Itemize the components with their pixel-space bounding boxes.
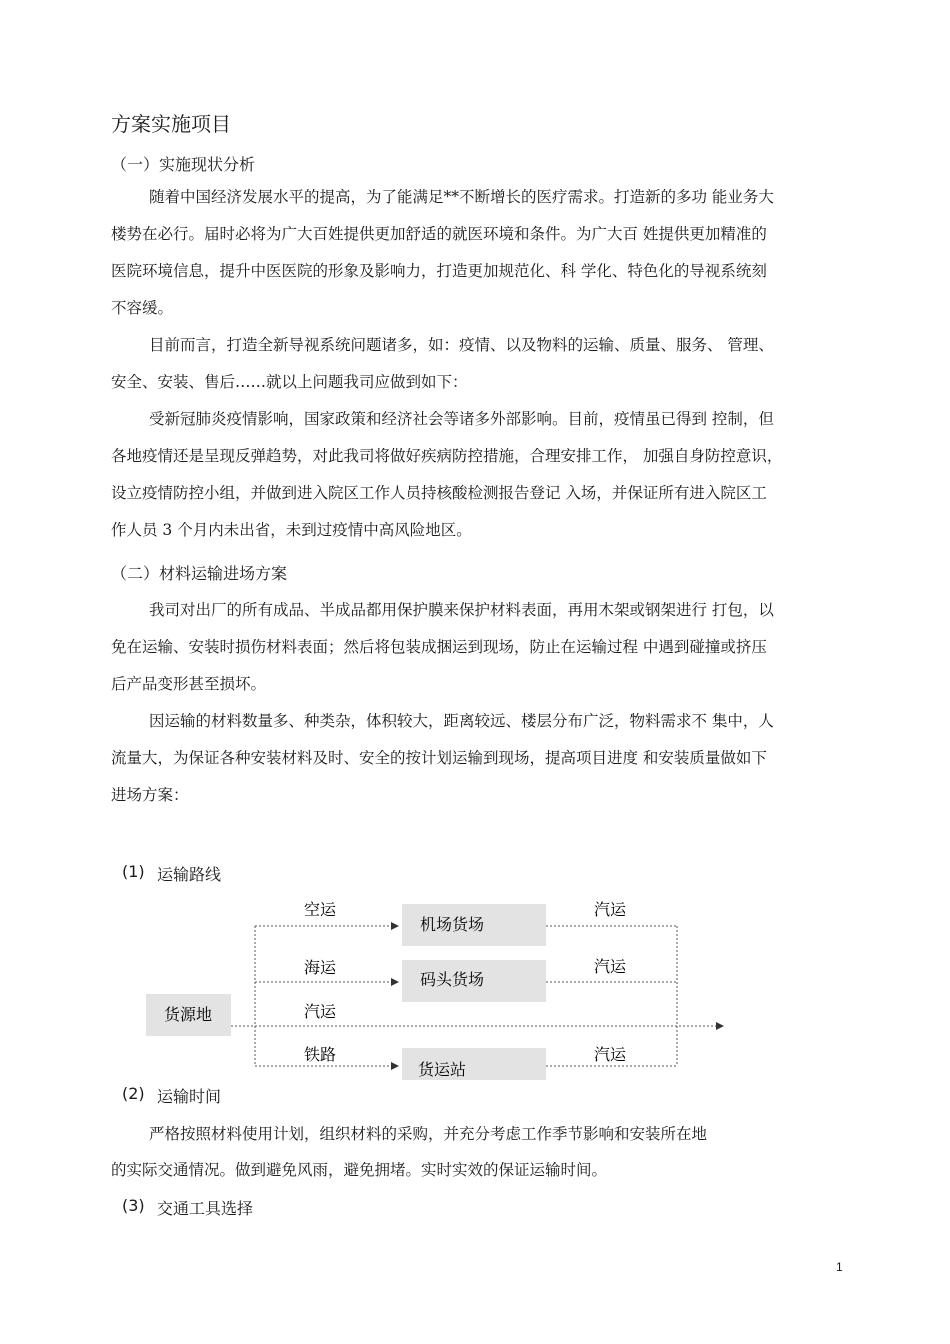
page-number: 1 bbox=[836, 1260, 843, 1274]
paragraph-line: 不容缓。 bbox=[111, 299, 174, 317]
paragraph-line: 因运输的材料数量多、种类杂，体积较大，距离较远、楼层分布广泛，物料需求不 集中，人 bbox=[149, 712, 774, 730]
paragraph-line: 进场方案： bbox=[111, 786, 189, 804]
section-heading-1: （一）实施现状分析 bbox=[111, 155, 256, 174]
paragraph-line: 安全、安装、售后……就以上问题我司应做到如下： bbox=[111, 373, 468, 391]
paragraph-line: 各地疫情还是呈现反弹趋势，对此我司将做好疾病防控措施，合理安排工作， 加强自身防控意识， bbox=[111, 447, 783, 465]
route-node-label: 货运站 bbox=[417, 1060, 467, 1079]
paragraph-line: 后产品变形甚至损坏。 bbox=[111, 675, 267, 693]
route-final-label: 汽运 bbox=[593, 1045, 627, 1064]
subsection-number-1: (1) bbox=[122, 862, 145, 881]
route-final-label: 汽运 bbox=[593, 957, 627, 976]
paragraph-line: 我司对出厂的所有成品、半成品都用保护膜来保护材料表面，再用木架或钢架进行 打包，以 bbox=[149, 601, 774, 619]
subsection-label-3: 交通工具选择 bbox=[157, 1199, 254, 1218]
subsection-number-2: (2) bbox=[122, 1084, 145, 1103]
route-node-label: 机场货场 bbox=[419, 915, 485, 934]
paragraph-line: 作人员 3 个月内未出省，未到过疫情中高风险地区。 bbox=[111, 521, 472, 539]
route-mode-label: 汽运 bbox=[303, 1002, 337, 1021]
subsection-label-2: 运输时间 bbox=[157, 1087, 222, 1106]
transport-route-diagram bbox=[140, 890, 740, 1080]
subsection-number-3: (3) bbox=[122, 1196, 145, 1215]
paragraph-line: 的实际交通情况。做到避免风雨，避免拥堵。实时实效的保证运输时间。 bbox=[111, 1161, 608, 1179]
route-mode-label: 铁路 bbox=[303, 1045, 337, 1064]
subsection-label-1: 运输路线 bbox=[157, 865, 222, 884]
route-node-label: 码头货场 bbox=[419, 970, 485, 989]
page-title: 方案实施项目 bbox=[111, 112, 231, 136]
paragraph-line: 流量大，为保证各种安装材料及时、安全的按计划运输到现场，提高项目进度 和安装质量做如下 bbox=[111, 749, 767, 767]
section-heading-2: （二）材料运输进场方案 bbox=[111, 564, 288, 583]
paragraph-line: 设立疫情防控小组，并做到进入院区工作人员持核酸检测报告登记 入场，并保证所有进入院区工 bbox=[111, 484, 767, 502]
route-mode-label: 海运 bbox=[303, 958, 337, 977]
paragraph-line: 目前而言，打造全新导视系统问题诸多，如：疫情、以及物料的运输、质量、服务、 管理、 bbox=[149, 336, 774, 354]
paragraph-line: 医院环境信息，提升中医医院的形象及影响力，打造更加规范化、科 学化、特色化的导视系统刻 bbox=[111, 262, 767, 280]
paragraph-line: 严格按照材料使用计划，组织材料的采购，并充分考虑工作季节影响和安装所在地 bbox=[149, 1125, 708, 1143]
source-label: 货源地 bbox=[163, 1005, 213, 1024]
paragraph-line: 随着中国经济发展水平的提高，为了能满足**不断增长的医疗需求。打造新的多功 能业务大 bbox=[149, 188, 774, 206]
route-final-label: 汽运 bbox=[593, 900, 627, 919]
paragraph-line: 免在运输、安装时损伤材料表面；然后将包装成捆运到现场，防止在运输过程 中遇到碰撞或挤压 bbox=[111, 638, 767, 656]
paragraph-line: 楼势在必行。届时必将为广大百姓提供更加舒适的就医环境和条件。为广大百 姓提供更加精准的 bbox=[111, 225, 767, 243]
route-mode-label: 空运 bbox=[303, 900, 337, 919]
paragraph-line: 受新冠肺炎疫情影响，国家政策和经济社会等诸多外部影响。目前，疫情虽已得到 控制，但 bbox=[149, 410, 774, 428]
